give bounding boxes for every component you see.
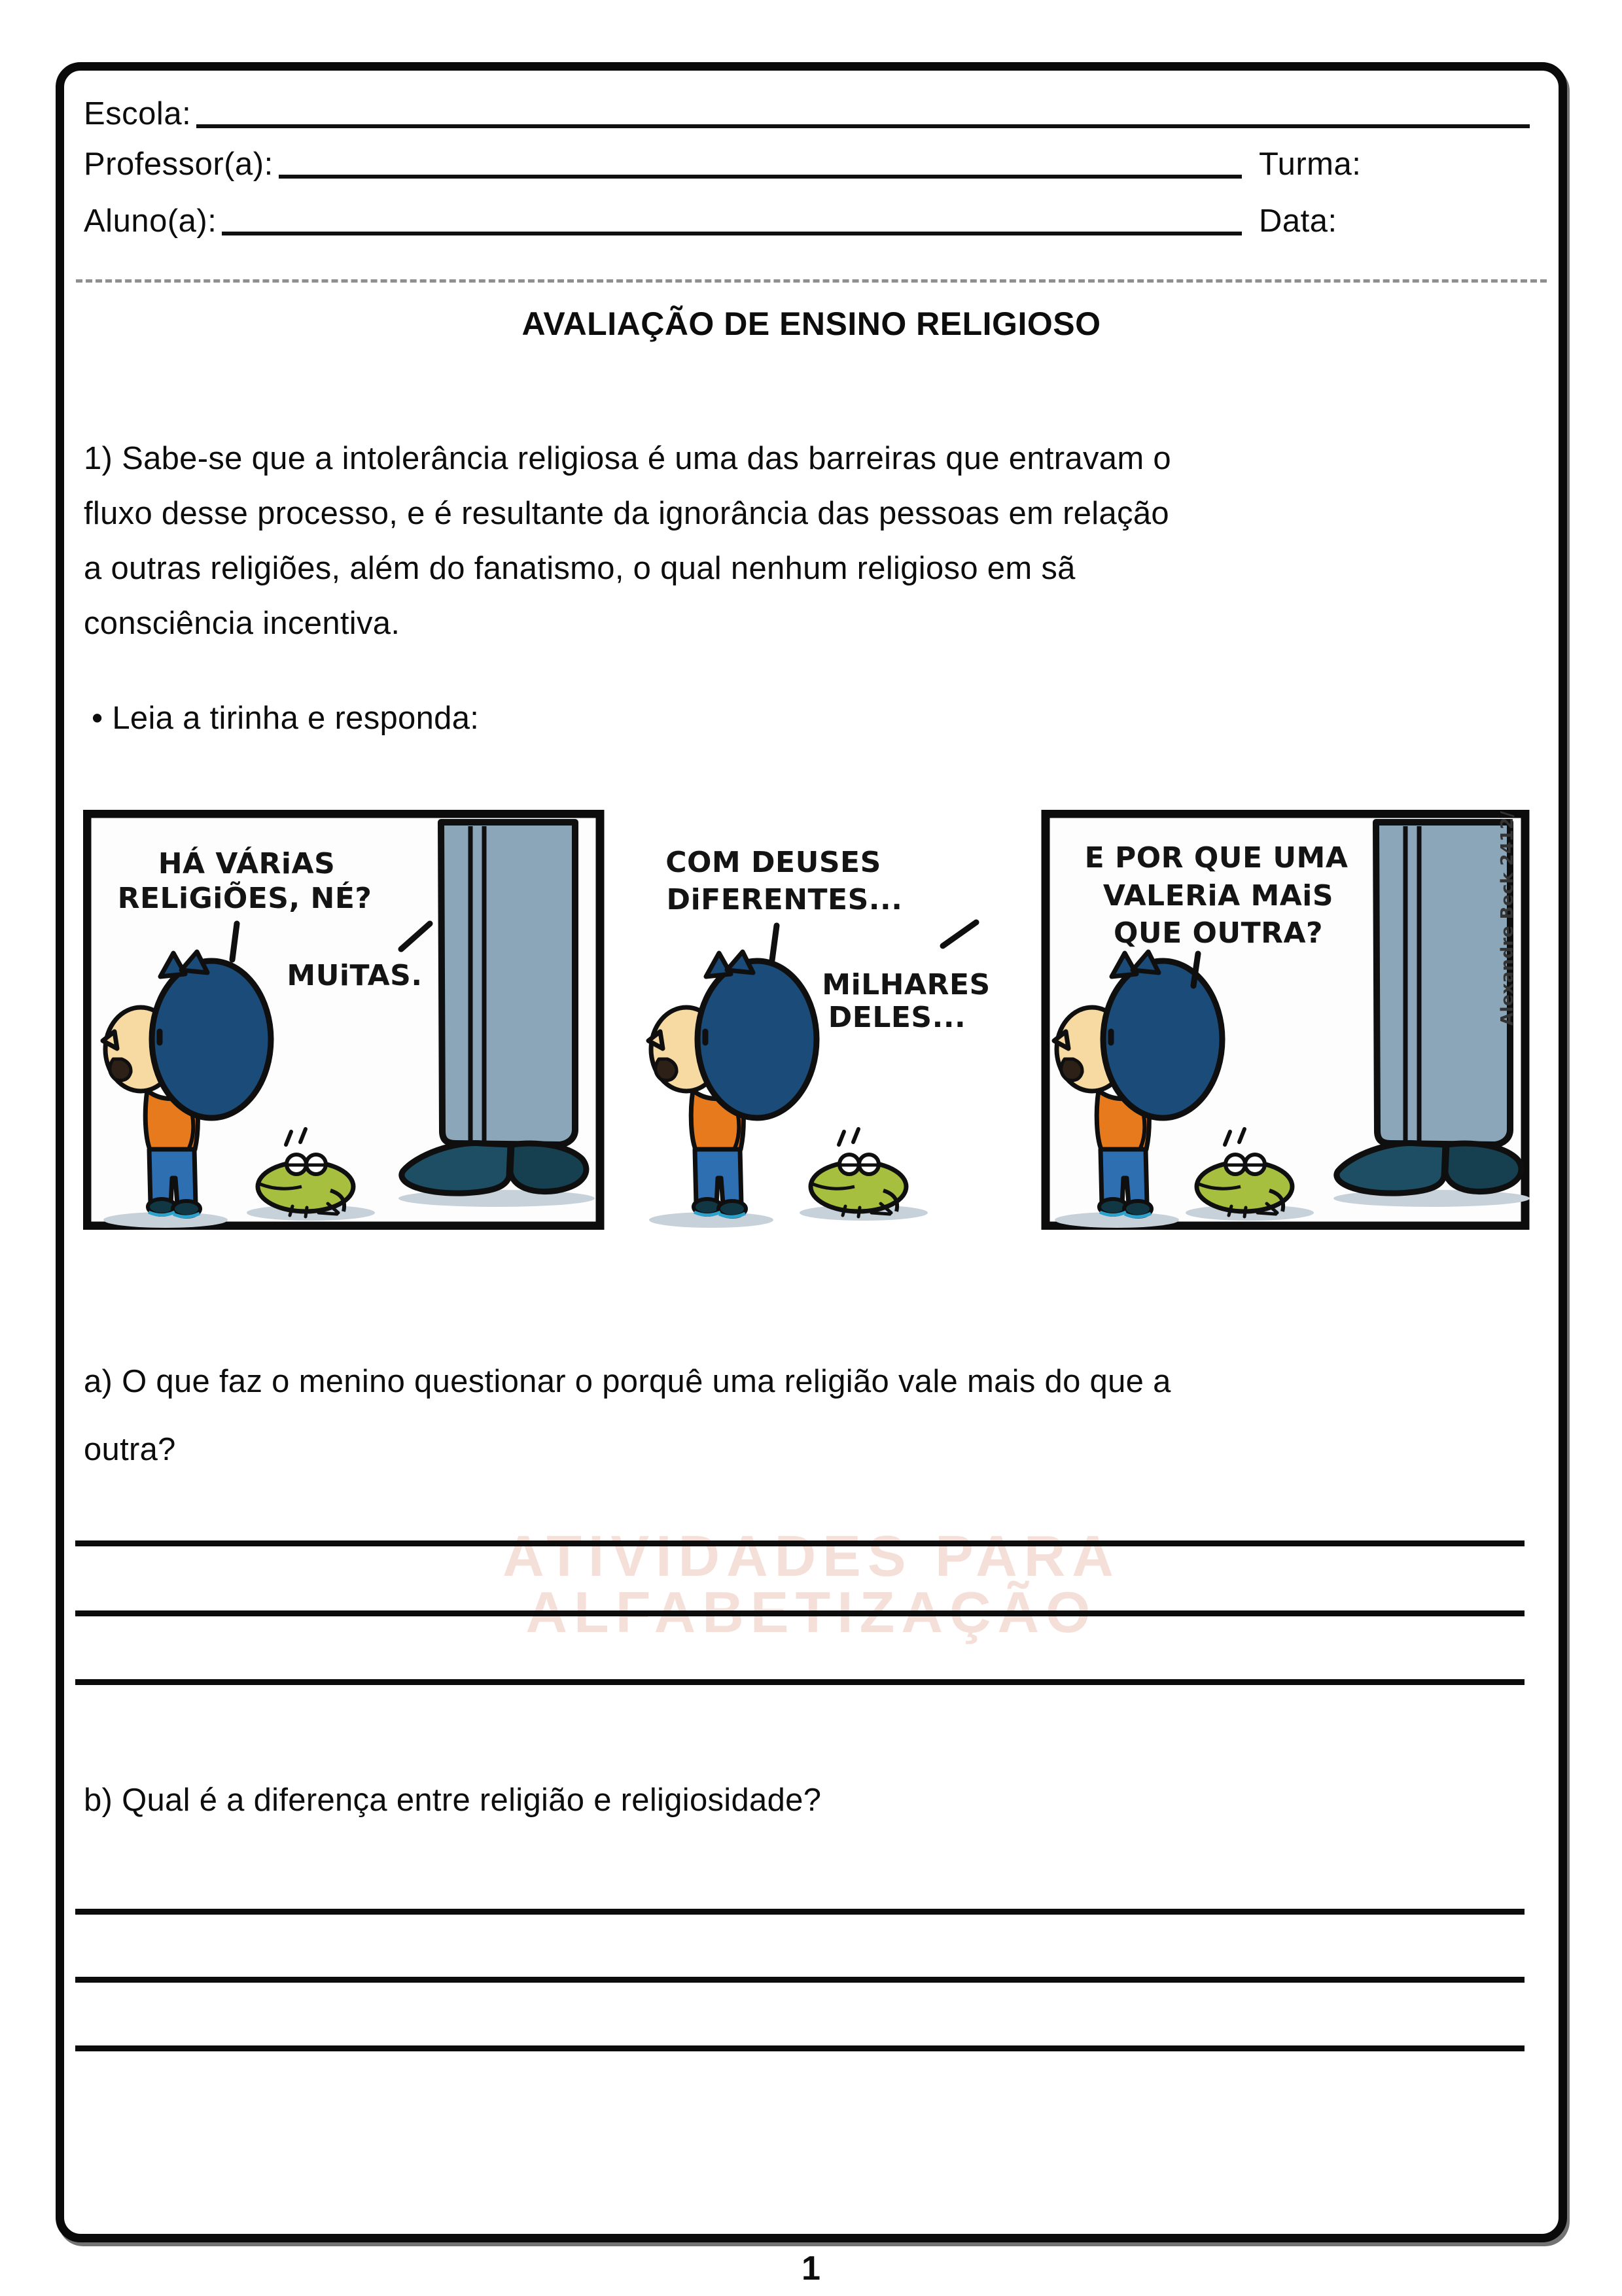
speech-line-boy bbox=[772, 926, 777, 960]
question-a-line: a) O que faz o menino questionar o porquê uma religião vale mais do que a bbox=[84, 1364, 1171, 1399]
page-title: AVALIAÇÃO DE ENSINO RELIGIOSO bbox=[521, 305, 1101, 342]
speech-text: VALERiA MAiS bbox=[1102, 879, 1334, 913]
date-label: Data: bbox=[1259, 203, 1337, 239]
answer-line bbox=[75, 2045, 1525, 2051]
comic-panel-1 bbox=[87, 814, 600, 1228]
watermark-text: ATIVIDADES PARA bbox=[502, 1523, 1120, 1588]
question-b: b) Qual é a diferença entre religião e religiosidade? bbox=[84, 1783, 822, 1818]
teacher-label: Professor(a): bbox=[84, 147, 273, 182]
answer-line bbox=[75, 1610, 1525, 1616]
question-a-line: outra? bbox=[84, 1432, 176, 1467]
boy-armandinho bbox=[648, 952, 817, 1228]
speech-line-adult bbox=[943, 922, 976, 946]
speech-text: E POR QUE UMA bbox=[1084, 841, 1349, 875]
speech-text: HÁ VÁRiAS bbox=[158, 847, 336, 880]
student-blank-line bbox=[222, 205, 1242, 235]
header-row-student bbox=[84, 203, 1532, 239]
question1-line: consciência incentiva. bbox=[84, 606, 400, 641]
answer-line bbox=[75, 1909, 1525, 1915]
instruction-text: • Leia a tirinha e responda: bbox=[92, 701, 480, 736]
comic-panel-2 bbox=[648, 846, 991, 1228]
question1-line: fluxo desse processo, e é resultante da ignorância das pessoas em relação bbox=[84, 496, 1169, 531]
header-row-school bbox=[84, 96, 1532, 132]
comic-strip-image bbox=[83, 810, 1532, 1230]
speech-text: MiLHARES bbox=[822, 968, 991, 1001]
school-blank-line bbox=[196, 98, 1530, 128]
question1-line: 1) Sabe-se que a intolerância religiosa é uma das barreiras que entravam o bbox=[84, 441, 1171, 476]
comic-strip bbox=[83, 810, 1532, 1230]
answer-line bbox=[75, 1540, 1525, 1546]
teacher-blank-line bbox=[279, 148, 1242, 179]
comic-panel-3 bbox=[1046, 810, 1530, 1228]
dashed-divider bbox=[76, 279, 1547, 283]
worksheet-page bbox=[56, 62, 1567, 2242]
comic-author-credit: Alexandre Beck 2412/17 bbox=[1498, 810, 1517, 1026]
speech-text: DELES... bbox=[828, 1001, 966, 1034]
speech-text: QUE OUTRA? bbox=[1113, 916, 1324, 950]
answer-line bbox=[75, 1679, 1525, 1685]
class-label: Turma: bbox=[1259, 147, 1362, 182]
question1-line: a outras religiões, além do fanatismo, o qual nenhum religioso em sã bbox=[84, 551, 1076, 586]
speech-text: MUiTAS. bbox=[287, 959, 423, 992]
student-label: Aluno(a): bbox=[84, 203, 217, 239]
speech-text: RELiGiÕES, NÉ? bbox=[117, 882, 372, 915]
question1-paragraph bbox=[84, 431, 1549, 651]
school-label: Escola: bbox=[84, 96, 192, 131]
question-a bbox=[84, 1348, 1549, 1484]
header-row-teacher bbox=[84, 146, 1532, 183]
answer-line bbox=[75, 1977, 1525, 1983]
frog bbox=[800, 1129, 928, 1221]
speech-text: COM DEUSES bbox=[665, 846, 881, 879]
watermark-text: ALFABETIZAÇÃO bbox=[525, 1580, 1097, 1644]
speech-text: DiFERENTES... bbox=[666, 883, 903, 916]
page-number: 1 bbox=[802, 2250, 820, 2287]
